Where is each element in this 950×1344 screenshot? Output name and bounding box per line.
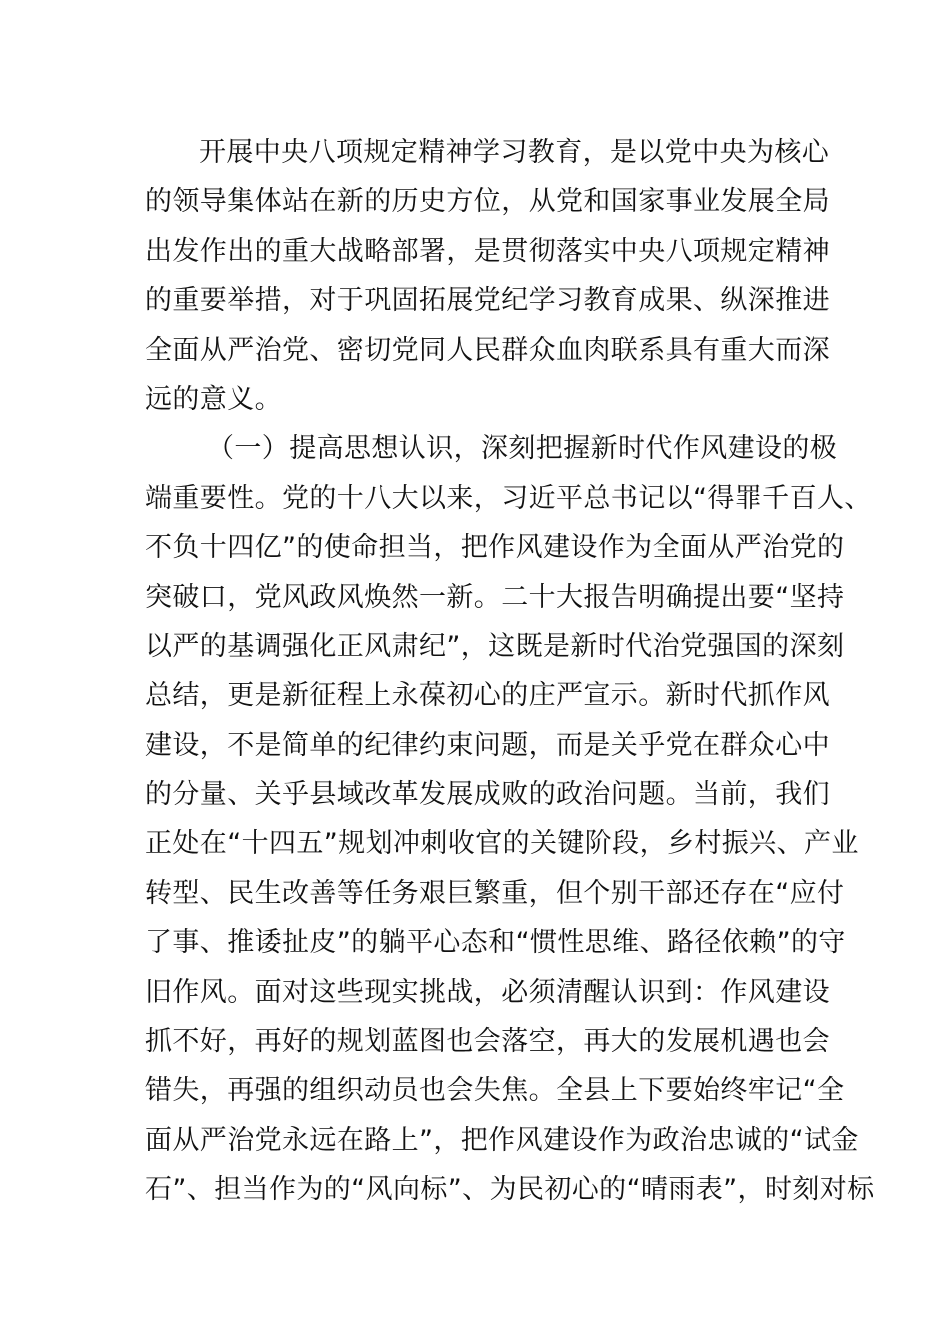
text-line: 建设，不是简单的纪律约束问题，而是关乎党在群众心中 [145, 729, 830, 761]
text-line: 抓不好，再好的规划蓝图也会落空，再大的发展机遇也会 [145, 1026, 830, 1058]
text-line: 正处在“十四五”规划冲刺收官的关键阶段，乡村振兴、产业 [145, 828, 859, 860]
text-line: 突破口，党风政风焕然一新。二十大报告明确提出要“坚持 [145, 581, 845, 613]
text-line: 开展中央八项规定精神学习教育，是以党中央为核心 [199, 137, 830, 168]
text-line: 出发作出的重大战略部署，是贯彻落实中央八项规定精神 [145, 235, 830, 267]
text-line: 总结，更是新征程上永葆初心的庄严宣示。新时代抓作风 [145, 680, 830, 712]
text-line: 端重要性。党的十八大以来，习近平总书记以“得罪千百人、 [145, 482, 872, 514]
text-line: 石”、担当作为的“风向标”、为民初心的“晴雨表”，时刻对标 [145, 1174, 875, 1206]
text-line: 不负十四亿”的使命担当，把作风建设作为全面从严治党的 [145, 532, 845, 564]
text-line: 全面从严治党、密切党同人民群众血肉联系具有重大而深 [145, 334, 830, 366]
text-line: 旧作风。面对这些现实挑战，必须清醒认识到：作风建设 [145, 976, 830, 1008]
document-body [145, 128, 875, 1215]
text-line: 错失，再强的组织动员也会失焦。全县上下要始终牢记“全 [145, 1075, 845, 1107]
paragraph-intro [145, 128, 830, 424]
text-line: 远的意义。 [145, 383, 282, 415]
text-line: 的重要举措，对于巩固拓展党纪学习教育成果、纵深推进 [145, 285, 830, 317]
text-line: 的领导集体站在新的历史方位，从党和国家事业发展全局 [145, 186, 830, 218]
text-line: 了事、推诿扯皮”的躺平心态和“惯性思维、路径依赖”的守 [145, 927, 846, 959]
text-line: 以严的基调强化正风肃纪”，这既是新时代治党强国的深刻 [145, 630, 845, 662]
text-line: 的分量、关乎县域改革发展成败的政治问题。当前，我们 [145, 779, 830, 811]
paragraph-section-one [145, 424, 875, 1214]
section-heading-line: （一）提高思想认识，深刻把握新时代作风建设的极 [207, 433, 838, 465]
text-line: 转型、民生改善等任务艰巨繁重，但个别干部还存在“应付 [145, 877, 845, 909]
text-line: 面从严治党永远在路上”，把作风建设作为政治忠诚的“试金 [145, 1124, 859, 1156]
